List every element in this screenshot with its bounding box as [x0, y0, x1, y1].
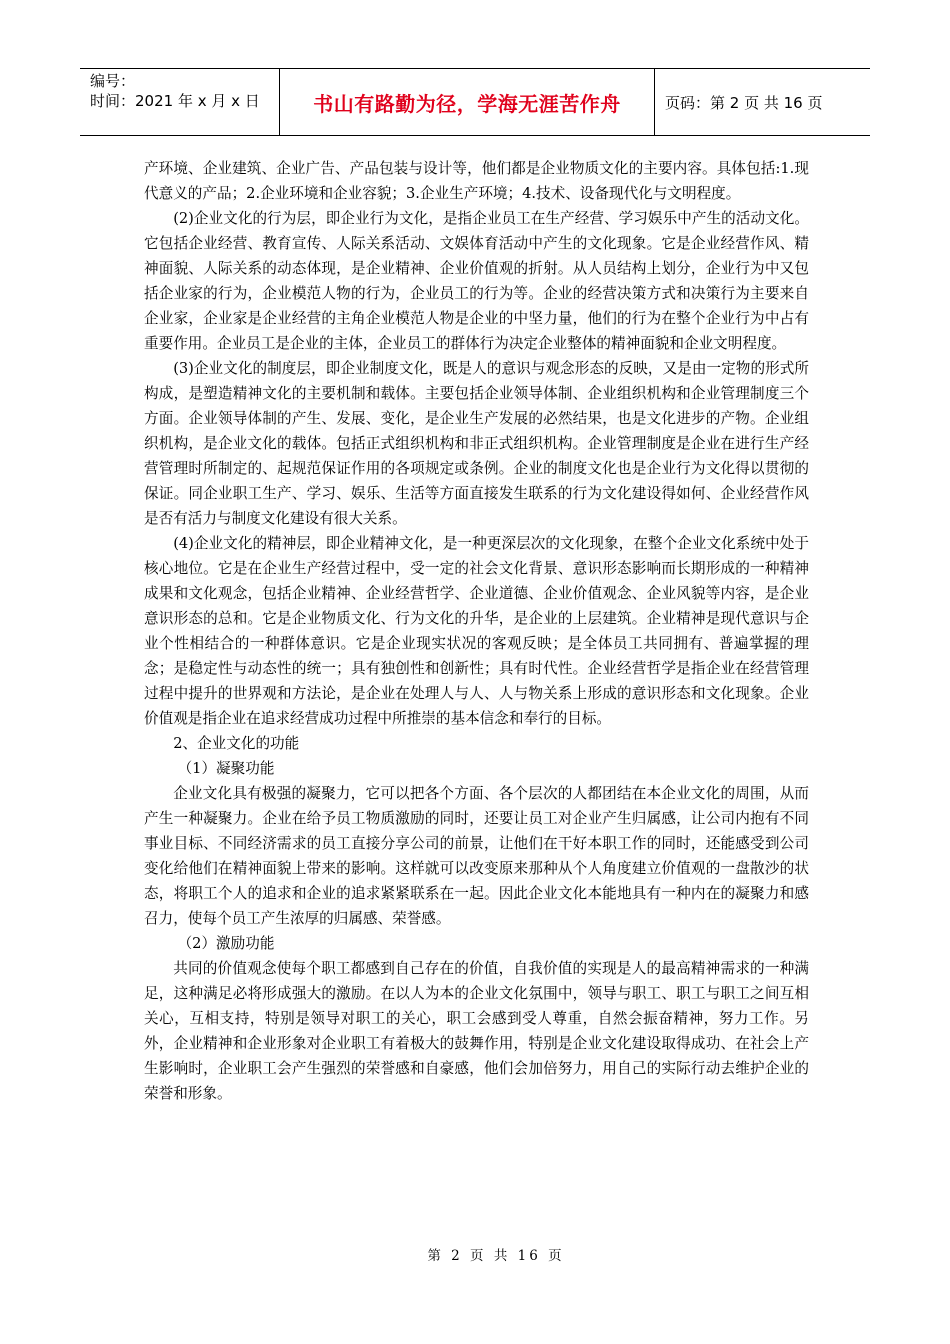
document-number-label: 编号：: [90, 72, 136, 90]
page-footer: 第 2 页 共 16 页: [427, 1248, 565, 1264]
header-motto-cell: [280, 69, 655, 135]
document-body: [144, 156, 809, 1106]
paragraph: (2)企业文化的行为层，即企业行为文化，是指企业员工在生产经营、学习娱乐中产生的活动文化。它包括企业经营、教育宣传、人际关系活动、文娱体育活动中产生的文化现象。它是企业经营作风、精神面貌、人际关系的动态体现，是企业精神、企业价值观的折射。从人员结构上划分，企业行为中又包括企业家的行为，企业模范人物的行为，企业员工的行为等。企业的经营决策方式和决策行为主要来自企业家，企业家是企业经营的主角企业模范人物是企业的中坚力量，他们的行为在整个企业行为中占有重要作用。企业员工是企业的主体，企业员工的群体行为决定企业整体的精神面貌和企业文明程度。: [144, 210, 809, 352]
header-meta: [80, 69, 280, 135]
page-header: [80, 68, 870, 136]
subsection-heading: （2）激励功能: [177, 935, 275, 952]
header-motto: 书山有路勤为径，学海无涯苦作舟: [313, 91, 621, 116]
paragraph: 企业文化具有极强的凝聚力，它可以把各个方面、各个层次的人都团结在本企业文化的周围，从而产生一种凝聚力。企业在给予员工物质激励的同时，还要让员工对企业产生归属感，让公司内抱有不同事业目标、不同经济需求的员工直接分享公司的前景，让他们在干好本职工作的同时，还能感受到公司变化给他们在精神面貌上带来的影响。这样就可以改变原来那种从个人角度建立价值观的一盘散沙的状态，将职工个人的追求和企业的追求紧紧联系在一起。因此企业文化本能地具有一种内在的凝聚力和感召力，使每个员工产生浓厚的归属感、荣誉感。: [144, 785, 809, 927]
paragraph: (4)企业文化的精神层，即企业精神文化，是一种更深层次的文化现象，在整个企业文化系统中处于核心地位。它是在企业生产经营过程中，受一定的社会文化背景、意识形态影响而长期形成的一种精神成果和文化观念，包括企业精神、企业经营哲学、企业道德、企业价值观念、企业风貌等内容，是企业意识形态的总和。它是企业物质文化、行为文化的升华，是企业的上层建筑。企业精神是现代意识与企业个性相结合的一种群体意识。它是企业现实状况的客观反映；是全体员工共同拥有、普遍掌握的理念；是稳定性与动态性的统一；具有独创性和创新性；具有时代性。企业经营哲学是指企业在经营管理过程中提升的世界观和方法论，是企业在处理人与人、人与物关系上形成的意识形态和文化现象。企业价值观是指企业在追求经营成功过程中所推崇的基本信念和奉行的目标。: [144, 535, 809, 727]
document-date: 时间：2021 年 x 月 x 日: [90, 92, 260, 110]
subsection-heading: （1）凝聚功能: [177, 760, 275, 777]
paragraph: (3)企业文化的制度层，即企业制度文化，既是人的意识与观念形态的反映，又是由一定物的形式所构成，是塑造精神文化的主要机制和载体。主要包括企业领导体制、企业组织机构和企业管理制度三个方面。企业领导体制的产生、发展、变化，是企业生产发展的必然结果，也是文化进步的产物。企业组织机构，是企业文化的载体。包括正式组织机构和非正式组织机构。企业管理制度是企业在进行生产经营管理时所制定的、起规范保证作用的各项规定或条例。企业的制度文化也是企业行为文化得以贯彻的保证。同企业职工生产、学习、娱乐、生活等方面直接发生联系的行为文化建设得如何、企业经营作风是否有活力与制度文化建设有很大关系。: [144, 360, 809, 527]
paragraph: 产环境、企业建筑、企业广告、产品包装与设计等，他们都是企业物质文化的主要内容。具体包括:1.现代意义的产品；2.企业环境和企业容貌；3.企业生产环境；4.技术、设备现代化与文明程度。: [144, 160, 809, 202]
header-page-info: 页码：第 2 页 共 16 页: [665, 93, 823, 112]
section-heading: 2、企业文化的功能: [173, 735, 300, 752]
paragraph: 共同的价值观念使每个职工都感到自己存在的价值，自我价值的实现是人的最高精神需求的一种满足，这种满足必将形成强大的激励。在以人为本的企业文化氛围中，领导与职工、职工与职工之间互相关心，互相支持，特别是领导对职工的关心，职工会感到受人尊重，自然会振奋精神，努力工作。另外，企业精神和企业形象对企业职工有着极大的鼓舞作用，特别是企业文化建设取得成功、在社会上产生影响时，企业职工会产生强烈的荣誉感和自豪感，他们会加倍努力，用自己的实际行动去维护企业的荣誉和形象。: [144, 960, 809, 1102]
